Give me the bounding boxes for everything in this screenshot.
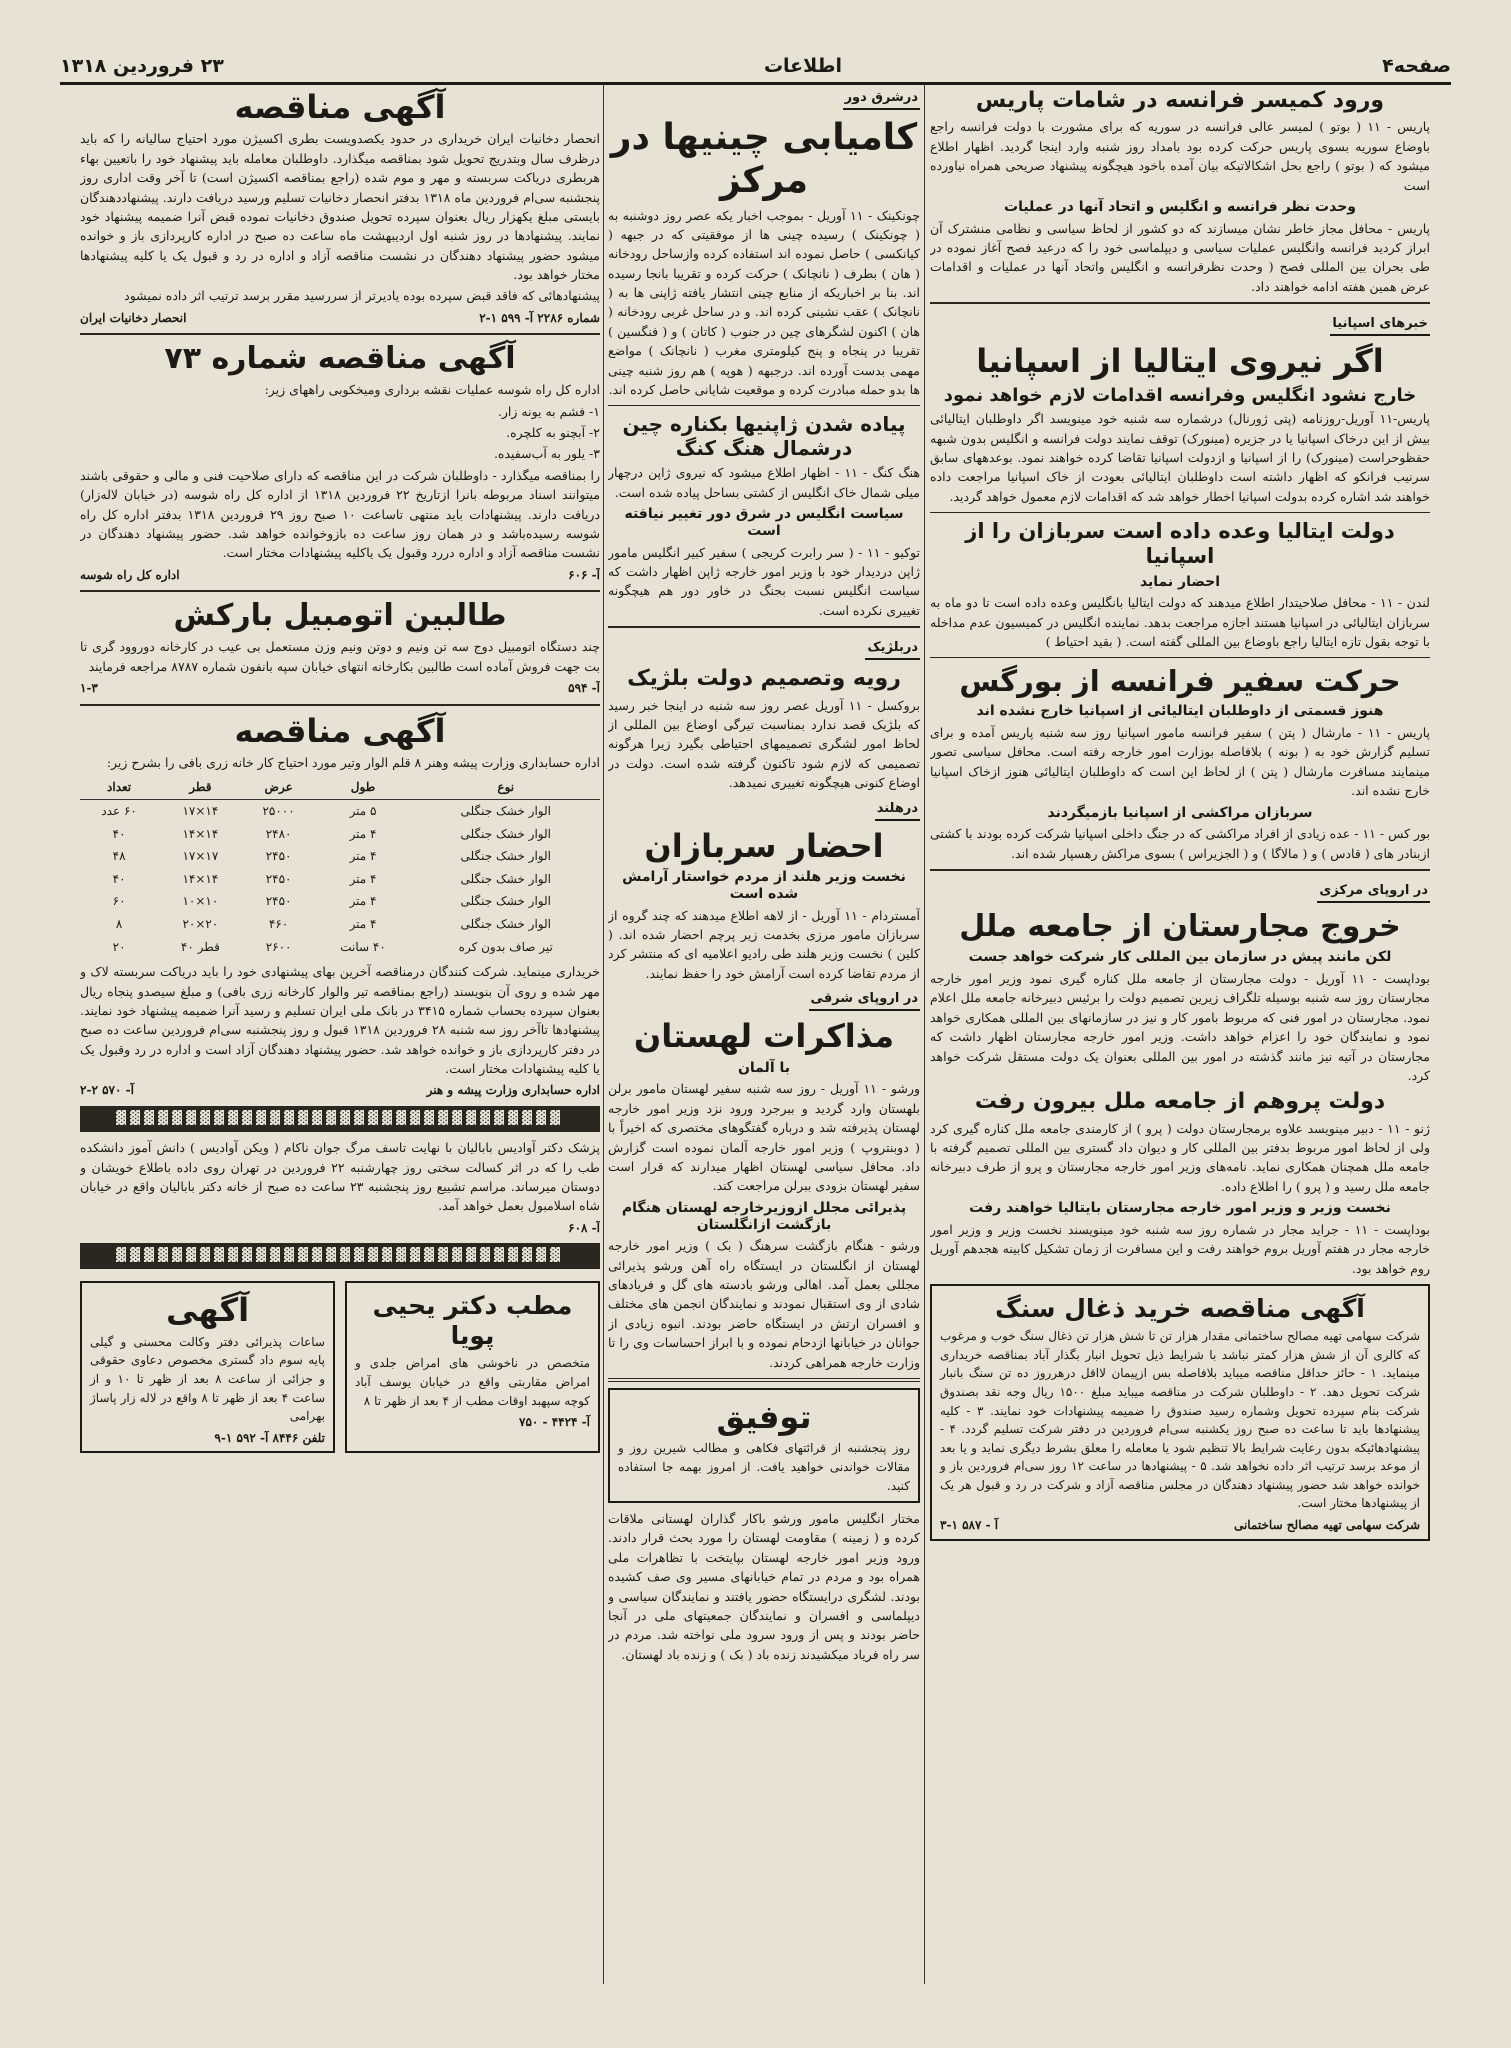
lawyer-ad: [80, 1281, 335, 1453]
europe-kicker: در اروپای مرکزی: [1317, 881, 1430, 903]
table-cell: الوار خشک جنگلی: [460, 826, 551, 841]
italy-subhead: احضار نماید: [1139, 573, 1221, 590]
table-cell: ۲۴۵۰: [265, 871, 292, 886]
coal-ad-footer: شرکت سهامی تهیه مصالح ساختمانی آ - ۵۸۷ ۱-۳: [940, 1518, 1420, 1533]
tender73-headline: آگهی مناقصه شماره ۷۳: [164, 341, 516, 377]
italy-headline: دولت ایتالیا وعده داده است سربازان را از اسپانیا: [965, 519, 1395, 569]
table-cell: الوار خشک جنگلی: [460, 849, 551, 864]
table-cell: تیر صاف بدون کره: [458, 939, 553, 954]
masthead: [60, 50, 1451, 85]
table-cell: ۴۶۰: [268, 917, 289, 931]
table-cell: ۲۴۸۰: [265, 826, 292, 841]
paris-headline: ورود کمیسر فرانسه در شامات پاریس: [975, 88, 1385, 113]
peru-headline: دولت پروهم از جامعه ملل بیرون رفت: [974, 1089, 1386, 1115]
paris-article-2: پاریس - محافل مجاز خاطر نشان میسازند که دو کشور از لحاظ سیاسی و نظامی منشترک آن ابراز کردید فرانسه وانگلیس عملیات سیاسی و دیپلماسی خود را که درعید فصح آغاز نموده در طی بحران بین المللی فصح ( وحدت نظرفرانسه و انگلیس واتحاد آنها در عملیات و اقدامات عرض همین هفته ادامه خواهند داد.: [930, 220, 1430, 294]
wood-footer: اداره حسابداری وزارت پیشه و هنر آ- ۵۷۰ ۲-۲: [80, 1083, 600, 1098]
table-cell: ۶۰ عدد: [101, 804, 137, 819]
table-row: [80, 845, 600, 868]
ambassador-subhead: هنوز قسمتی از داوطلبان ایتالیائی از اسپانیا خارج نشده اند: [976, 703, 1384, 720]
mourning-banner: ▓▓▓▓▓▓▓▓▓▓▓▓▓▓▓▓▓▓▓▓▓▓▓▓▓▓▓▓▓▓▓▓: [80, 1106, 600, 1132]
bottom-article: مختار انگلیس مامور ورشو باکار گذاران لهستانی ملاقات کرده و ( زمینه ) مقاومت لهستان را مورد بحث قرار دادند. ورود وزیر امور خارجه لهستان بپایتخت با تظاهرات ملی همراه بود و مردم در تمام خیابانهای مسیر وی صف کشیده بودند. لشگری درایستگاه حضور یافتند و نمایندگان سیاسی و دیپلماسی و افسران و نمایندگان جمعیتهای ملی در آنجا حاضر بودند و پس از ورود سرود ملی نواخته شد. مردم در سر راه فریاد میکشیدند زنده باد ( بک ) و زنده باد لهستان.: [608, 1511, 920, 1662]
table-header: نوع: [412, 776, 600, 799]
table-cell: ۵ متر: [349, 804, 377, 819]
tobacco-ad-headline: آگهی مناقصه: [234, 88, 446, 126]
holland-article: آمستردام - ۱۱ آوریل - از لاهه اطلاع میدهند که چند گروه از سربازان مامور مرزی بخدمت زیر پرچم احضار شده اند. ( کلین ) نخست وزیر هلند طی رادیو اعلامیه ای که منتشر کرد از مردم تقاضا کرده است آرامش خود را حفظ نمایند.: [608, 907, 920, 981]
table-cell: ۸: [115, 917, 123, 931]
table-row: [80, 868, 600, 891]
table-cell: ۴۰: [112, 826, 126, 841]
table-row: [80, 800, 600, 823]
clinic-body: متخصص در ناخوشی های امراض جلدی و امراض مقاربتی واقع در خیابان یوسف آباد کوچه سپهبد اوقات مطب از ۴ بعد از ظهر تا ۸: [355, 1356, 590, 1408]
spain-headline: اگر نیروی ایتالیا از اسپانیا: [976, 342, 1384, 381]
tobacco-ad-body: انحصار دخانیات ایران خریداری در حدود یکصدویست بطری اکسیژن مورد احتیاج سالیانه را که باید درظرف سال وبتدریج تحویل شود بمناقصه میگذارد. داوطلبان معامله باید پیشنهاد خود را باتعیین بهاء هربطری دریاکت سربسته و مهر و موم شده (راجع بمناقصه اکسیژن است) تا آخر وقت اداری روز پنجشنبه سی‌ام فروردین ماه ۱۳۱۸ بدفتر انحصار دخانیات تسلیم ورسید دریافت دارند. پیشنهاددهندگان بایستی مبلغ یکهزار ریال بعنوان سپرده تحویل صندوق دخانیات نموده قبض آنرا ضمیمه پیشنهاد خود نمایند. پیشنهادها در روز شنبه اول اردیبهشت ماه ساعت ده صبح در اداره کارپردازی باز و خوانده میشود حضور پیشنهاد دهندگان در نشست مناقصه آزاد و اداره در رد و قبول یک یا کلیه پیشنهادها مختار خواهد بود.: [80, 131, 600, 283]
table-header: عرض: [243, 776, 315, 799]
minister-article: بوداپست - ۱۱ - جراید مجار در شماره روز سه شنبه خود مینویسند نخست وزیر و وزیر امور خارجه مجار در هفتم آوریل بروم خواهند رفت و این مسافرت از زمان تشکیل کابینه هجدهم آوریل روم خواهد بود.: [930, 1222, 1430, 1276]
paris-subhead: وحدت نظر فرانسه و انگلیس و اتحاد آنها در عملیات: [1004, 198, 1356, 215]
belgium-article: بروکسل - ۱۱ آوریل عصر روز سه شنبه در اینجا خبر رسید که بلژیک قصد ندارد بمناسبت تیرگی اوضاع بین المللی از لحاظ امور لشگری تصمیمهای احتیاطی بگیرد زیرا هرگونه تصمیمی که لازم شود تاکنون گرفته شده است. دولت در اوضاع کنونی هیچگونه تغییری نمیدهد.: [608, 697, 920, 791]
troops-article: بور کس - ۱۱ - عده زیادی از افراد مراکشی که در جنگ داخلی اسپانیا شرکت کرده بودند با کشتی ازبنادر های ( قادس ) و ( مالاگا ) و ( الجزیراس ) بسوی مراکش رهسپار شده اند.: [930, 826, 1430, 861]
poland-headline: مذاکرات لهستان: [633, 1017, 895, 1056]
tawfiq-ad: [608, 1388, 920, 1503]
doctor-notice: پزشک دکتر آوادیس بابالیان با نهایت تاسف مرگ جوان ناکام ( ویکن آوادیس ) دانش آموز دانشکده طب را که در اثر کسالت سختی روز چهارشنبه ۲۲ فروردین در تهران روی داده باطلاع خویشان و دوستان میرساند. مراسم تشییع روز پنجشنبه ۲۳ ساعت ده صبح از خانه دکتر بابالیان واقع در خیابان شاه اسلامبول بعمل خواهد آمد.: [80, 1140, 600, 1214]
wood-table: [80, 776, 600, 958]
mourning-banner: ▓▓▓▓▓▓▓▓▓▓▓▓▓▓▓▓▓▓▓▓▓▓▓▓▓▓▓▓▓▓▓▓: [80, 1243, 600, 1269]
table-cell: ۱۷×۱۷: [182, 849, 219, 864]
holland-kicker: درهلند: [875, 799, 920, 821]
bottom-ads: [80, 1275, 600, 1459]
hungary-headline: خروج مجارستان از جامعه ملل: [959, 909, 1401, 945]
table-cell: قطر ۴۰: [180, 939, 220, 954]
policy-headline: سیاست انگلیس در شرق دور تغییر نیافته است: [624, 506, 904, 539]
table-cell: ۲۵۰۰۰: [262, 804, 295, 819]
table-cell: ۱۰×۱۰: [182, 894, 219, 909]
japanese-article: هنگ کنگ - ۱۱ - اظهار اطلاع میشود که نیروی ژاپن درچهار میلی شمال خاک انگلیس از کشتی بساحل پیاده شده است.: [608, 465, 920, 500]
right-column: [930, 84, 1430, 1984]
clinic-footer: آ- ۴۴۲۴ - ۷۵۰: [519, 1415, 590, 1430]
table-cell: ۴ متر: [349, 917, 377, 931]
clinic-ad: [345, 1281, 600, 1453]
italy-article: لندن - ۱۱ - محافل صلاحیتدار اطلاع میدهند که دولت ایتالیا بانگلیس وعده داده است تا دو ماه به سربازان ایتالیائی در اسپانیا هستند اجازه مراجعت بدهد. نماینده انگلیس در کمیسیون عدم مداخله با توجه بقول تازه ایتالیا راجع باوضاع بین المللی گفته است. ( بقید احتیاط ): [930, 595, 1430, 650]
paris-article: پاریس - ۱۱ ( بوتو ) لمیسر عالی فرانسه در سوریه که برای مشورت با دولت فرانسه راجع باوضاع سوریه بسوی پاریس حرکت کرده بود بامداد روز شنبه وارد اینجا گردید. اظهار اطلاع میشود که ( بوتو ) راجع بحل اشکالاتیکه بیان آمده باخود هیچگونه پیشنهاد صریحی همراه نیاورده است: [930, 119, 1430, 193]
holland-headline: احضار سربازان: [644, 826, 884, 865]
table-header: طول: [315, 776, 412, 799]
table-row: [80, 823, 600, 846]
table-cell: ۲۰×۲۰: [182, 917, 219, 931]
peru-article: ژنو - ۱۱ - دبیر مینویسد علاوه برمجارستان دولت ( پرو ) از کارمندی جامعه ملل کناره گیری کرد ولی از لحاظ امور مربوط بدفتر بین المللی کار و دیوان داد گستری بین المللی تصمیم گرفته با جامعه ملل همچنان همکاری نماید. نامه‌های وزیر امور خارجه مجارستان و پرو از طرف دبیرخانه جامعه ملل رسید و ( پرو ) را اطلاع داده.: [930, 1120, 1430, 1194]
table-cell: الوار خشک جنگلی: [460, 917, 551, 931]
table-row: [80, 890, 600, 913]
table-row: [80, 913, 600, 936]
table-cell: ۴ متر: [349, 826, 377, 841]
table-header: تعداد: [80, 776, 158, 799]
table-cell: ۴۰ سانت: [340, 939, 386, 954]
east-kicker: در اروپای شرقی: [809, 989, 920, 1011]
table-cell: ۱۴×۱۴: [182, 871, 219, 886]
paper-name: اطلاعات: [763, 55, 842, 77]
spain-subhead: خارج نشود انگلیس وفرانسه اقدامات لازم خواهد نمود: [943, 384, 1417, 406]
chinese-headline: کامیابی چینیها در مرکز: [610, 117, 918, 202]
ambassador-article: پاریس - ۱۱ - مارشال ( پتن ) سفیر فرانسه مامور اسپانیا روز سه شنبه پاریس آمده و برای تسلیم گزارش خود به ( بونه ) بلافاصله بوزارت امور خارجه رفته است. محافل سیاسی تصور مینمایند مسافرت مارشال ( پتن ) از لحاظ این است که داوطلبان ایتالیائی هنوز ازخاک اسپانیا خارج نشده اند.: [930, 725, 1430, 799]
table-cell: ۲۰: [112, 939, 126, 954]
far-east-kicker: درشرق دور: [843, 88, 920, 110]
chinese-article: چونکینک - ۱۱ آوریل - بموجب اخبار یکه عصر روز دوشنبه به ( چونکینک ) رسیده چینی ها از موفقیتی که در جبهه ( کیانکسی ) حاصل نموده اند استفاده کرده وازساحل رودخانه ( هان ) بطرف ( نانچانک ) حرکت کرده و تقریبا بانجا رسیده اند. بنا بر اخباریکه از منابع چینی انتشار یافته ژاپنی ها به ( نانچانک ) عقب نشینی کرده اند. و در ساحل غربی رودخانه ( هان ) اکنون لشگرهای چین در جنوب ( کاتان ) و ( فنگسین ) تقریبا در پنجاه و پنج کیلومتری مغرب ( نانچانک ) مواضع مهمی بدست آورده اند. درجبهه ( هوپه ) هم روز شنبه چینی ها بدو حمله مبادرت کرده و موقعیت شایانی حاصل کرده اند.: [608, 207, 920, 397]
table-cell: ۲۴۵۰: [265, 894, 292, 909]
belgium-kicker: دربلژیک: [865, 638, 920, 660]
table-cell: ۱۴×۱۴: [182, 826, 219, 841]
wood-body: خریداری مینماید. شرکت کنندگان درمناقصه آخرین بهای پیشنهادی خود را باید دریاکت سربسته لاک و مهر شده و روی آن بنویسند (راجع بمناقصه تیر والوار کارخانه زری بافی) و مبلغ سیصدو پنجاه ریال بعنوان سپرده بحساب شماره ۳۴۱۵ در بانک ملی ایران تسلیم و رسید آنرا ضمیمه پیشنهاد خود نمایند. پیشنهادها تاآخر روز سه شنبه ۲۸ فروردین ۱۳۱۸ قبول و روز پنجشنبه سی‌ام فروردین ساعت ده صبح در دفتر کارپردازی باز و خوانده خواهد شد. حضور پیشنهاد دهندگان آزاد است و اداره در رد وقبول یک یا کلیه پیشنهادات مختار است.: [80, 964, 600, 1077]
table-row: [80, 936, 600, 959]
reception-headline: پذیرائی مجلل ازوزیرخارجه لهستان هنگام بازگشت ازانگلستان: [621, 1199, 907, 1233]
column-divider: [603, 84, 604, 1984]
table-cell: ۶۰: [112, 894, 126, 909]
policy-article: توکیو - ۱۱ - ( سر رابرت کریجی ) سفیر کبیر انگلیس مامور ژاپن دردیدار خود با وزیر امور خارجه ژاپن اظهار داشت که سیاست انگلیس نسبت بجنگ در خاور دور هم هیچگونه تغییری نکرده است.: [608, 544, 920, 618]
column-divider: [924, 84, 925, 1984]
tender73-item: ۱- فشم به یونه زار.: [497, 403, 600, 419]
lawyer-footer: تلفن ۸۴۴۶ آ- ۵۹۲ ۱-۹: [214, 1430, 325, 1445]
japanese-headline: پیاده شدن ژاپنیها بکناره چین درشمال هنگ کنگ: [622, 412, 906, 461]
table-cell: الوار خشک جنگلی: [460, 804, 551, 819]
table-cell: ۲۶۰۰: [265, 939, 292, 954]
table-cell: ۴۰: [112, 871, 126, 886]
table-cell: ۴ متر: [349, 894, 377, 909]
table-cell: ۴ متر: [349, 871, 377, 886]
left-column: [80, 84, 600, 1984]
wood-headline: آگهی مناقصه: [234, 711, 446, 750]
poland-subhead: با آلمان: [737, 1059, 791, 1076]
spain-article: پاریس-۱۱ آوریل-روزنامه (پتی ژورنال) درشماره سه شنبه خود مینویسد اگر داوطلبان ایتالیائی بیش از این درخاک اسپانیا یا در جزیره (مینورک) توقف نمایند دولت فرانسه و انگلیس بدون شبهه حفظوحراست (مینورک) را از اسپانیا و ازدولت اسپانیا تقاضا کرده خواهند نمود. بوعدههای سابق سرنیب فرانکو که اظهار داشته است داوطلبان ایتالیائی بعودت از خاک اسپانیا مراجعت داده خواهند شد اشاره کرده بدولت اسپانیا اخطار خواهد شد که اقدامات لازم معمول خواهد گردید.: [930, 411, 1430, 504]
holland-subhead: نخست وزیر هلند از مردم خواستار آرامش شده است: [622, 869, 906, 902]
ambassador-headline: حرکت سفیر فرانسه از بورگس: [959, 664, 1401, 699]
coal-ad-headline: آگهی مناقصه خرید ذغال سنگ: [995, 1294, 1365, 1324]
table-cell: ۴ متر: [349, 849, 377, 864]
belgium-headline: رویه وتصمیم دولت بلژیک: [627, 666, 901, 692]
table-cell: الوار خشک جنگلی: [460, 871, 551, 886]
tender73-item: ۲- آبچنو به کلچره.: [506, 425, 600, 441]
hungary-subhead: لکن مانند پیش در سازمان بین المللی کار شرکت خواهد جست: [968, 949, 1392, 966]
truck-footer: آ- ۵۹۴ ۱-۳: [80, 681, 600, 696]
wood-intro: اداره حسابداری وزارت پیشه وهنر ۸ قلم الوار وتیر مورد احتیاج کار خانه زری بافی را بشرح زیر:: [106, 755, 600, 771]
troops-headline: سربازان مراکشی از اسپانیا بازمیگردند: [1047, 804, 1313, 821]
lawyer-body: ساعات پذیرائی دفتر وکالت محسنی و گیلی پایه سوم داد گستری مخصوص دعاوی حقوقی و جزائی از ساعت ۸ بعد از ظهر تا ۱۰ و از ساعت ۴ بعد از ظهر تا ۸ واقع در لاله زار پاساژ بهرامی: [90, 1334, 326, 1424]
minister-headline: نخست وزیر و وزیر امور خارجه مجارستان بایتالیا خواهند رفت: [969, 1200, 1391, 1217]
coal-ad-body: شرکت سهامی تهیه مصالح ساختمانی مقدار هزار تن تا شش هزار تن ذغال سنگ خوب و مرغوب که کالری آن از شش هزار کمتر نباشد با شرایط ذیل تحویل انبار بگذار آباد بمناقصه خریداری مینماید. ۱ - حائز حداقل مناقصه میباید بلافاصله بس ازپیمان لااقل درهرروز ده تن سنگ بانبار شرکت تحویل دهد. ۲ - داوطلبان شرکت در مناقصه میباید مبلغ ۱۵۰۰ ریال وجه نقد بصندوق شرکت بنام سپرده تحویل وشماره رسید صندوق را ضمیمه پیشنهادات خود نمایند. ۳ - کلیه پیشنهادها باید تا ساعت ده صبح روز یکشنبه سی‌ام فروردین در دفتر شرکت تسلیم گردد. ۴ - پیشنهادهائیکه بدون رعایت شرایط بالا تنظیم شود یا معامله را معلق بشرط دیگری نماید و یا بعد از موعد برسد ترتیب اثر داده نخواهد شد. ۵ - پیشنهادها در ساعت ۱۲ روز سی‌ام فروردین باز و خوانده خواهد شد حضور پیشنهاد دهندگان در مجلس مناقصه آزاد و شرکت در رد و قبول هر یک از پیشنهادها مختار است.: [940, 1329, 1421, 1511]
truck-headline: طالبین اتومبیل بارکش: [173, 598, 507, 634]
doctor-footer: آ- ۶۰۸: [568, 1220, 600, 1235]
tobacco-ad-note: پیشنهادهائی که فاقد قبض سپرده بوده یادیرتر از سررسید مقرر برسد ترتیب اثر داده نمیشود: [124, 288, 600, 304]
middle-column: [608, 84, 920, 1984]
issue-date: ۲۳ فروردین ۱۳۱۸: [60, 55, 224, 77]
tawfiq-body: روز پنجشنبه از قرائتهای فکاهی و مطالب شیرین روز و مقالات خواندنی خواهید یافت. از امروز بهمه جا استفاده کنید.: [618, 1441, 910, 1493]
clinic-headline: مطب دکتر یحیی پویا: [372, 1291, 573, 1351]
hungary-article: بوداپست - ۱۱ آوریل - دولت مجارستان از جامعه ملل کناره گیری نمود وزیر امور خارجه مجارستان روز سه شنبه بوسیله تلگراف زیرین تصمیم دولت را برئیس دبیرخانه جامعه ملل اعلام نمود. مجارستان در امور فنی که مربوط بامور کار و نیز در سازمانهای بین المللی همکاری خواهد نمود و نمایندگان خود را اعزام خواهد داشت. وزیر امور خارجه مجارستان اظهار داشت که مجارستان در آتیه نیز مانند گذشته در امور بین المللی بعنوان یک دولت مستقل شرکت خواهد کرد.: [930, 971, 1430, 1083]
tawfiq-headline: توفیق: [716, 1397, 812, 1436]
tobacco-ad-footer: شماره ۲۲۸۶ آ- ۵۹۹ ۱-۲ انحصار دخانیات ایران: [80, 310, 600, 325]
reception-article: ورشو - هنگام بازگشت سرهنگ ( بک ) وزیر امور خارجه لهستان از انگلستان در ایستگاه راه آهن ورشو پذیرائی مجللی بعمل آمد. اهالی ورشو بادسته های گل و فریادهای شادی از وی استقبال نمودند و نمایندگان انجمن های مختلف و افسران ارتش در ایستگاه حاضر بودند. انبوه زیادی از جوانان در خیابانها ازدحام نموده و با ابراز احساسات وی را تا وزارت خارجه همراهی کردند.: [608, 1238, 920, 1370]
table-header: قطر: [158, 776, 242, 799]
table-cell: ۱۴×۱۷: [182, 804, 219, 819]
tender73-footer: آ- ۶۰۶ اداره کل راه شوسه: [80, 567, 600, 582]
spain-kicker: خبرهای اسپانیا: [1330, 314, 1430, 336]
table-cell: ۴۸: [112, 849, 126, 864]
coal-tender-ad: [930, 1284, 1430, 1541]
table-cell: الوار خشک جنگلی: [460, 894, 551, 909]
table-cell: ۲۴۵۰: [265, 849, 292, 864]
poland-article: ورشو - ۱۱ آوریل - روز سه شنبه سفیر لهستان مامور برلن بلهستان وارد گردید و ببرجرد ورود نزد وزیر امور خارجه لهستان پذیرفته شد و درباره گفتگوهای مختصری که اخیراً با ( دوبنتروپ ) وزیر امور خارجه آلمان نموده است گزارش داد. محافل سیاسی لهستان اظهار میدارند که قرار است سفیر لهستان بزودی ببرلن مراجعت کند.: [608, 1081, 920, 1194]
page-number: صفحه۴: [1382, 55, 1451, 77]
truck-body: چند دستگاه اتومبیل دوج سه تن ونیم و دوتن ونیم وزن مستعمل بی عیب در کارخانه دوروود گری تا بت جهت فروش آماده است طالبین بکارخانه انتهای خیابان سپه بانفون شماره ۸۷۸۷ مراجعه فرمایند: [80, 639, 600, 674]
tender73-body: اداره کل راه شوسه عملیات نقشه برداری ومیخکوبی راههای زیر: ۱- فشم به یونه زار. ۲- آبچنو به کلچره. ۳- یلور به آب‌سفیده. را بمناقصه میگذارد - داوطلبان شرکت در این مناقصه که دارای صلاحیت فنی و مالی و حقوقی باشند میتوانند اسناد مربوطه بانرا ازتاریخ ۲۲ فروردین ۱۳۱۸ از اداره کل راه شوسه (در خیابان لاله‌زار) دریافت دارند. پیشنهادات باید منتهی تاساعت ۱۰ صبح روز ۲۹ فروردین ۱۳۱۸ بدفتر اداره کل راه شوسه رسیده‌باشد و در همان روز ساعت ده بازوخوانده خواهد شد. حضور پیشنهاد دهندگان در نشست مناقصه آزاد و اداره دررد وقبول یک یاکلیه پیشنهادات مختار است.: [80, 382, 600, 561]
tender73-item: ۳- یلور به آب‌سفیده.: [493, 446, 600, 462]
lawyer-headline: آگهی: [165, 1291, 250, 1330]
